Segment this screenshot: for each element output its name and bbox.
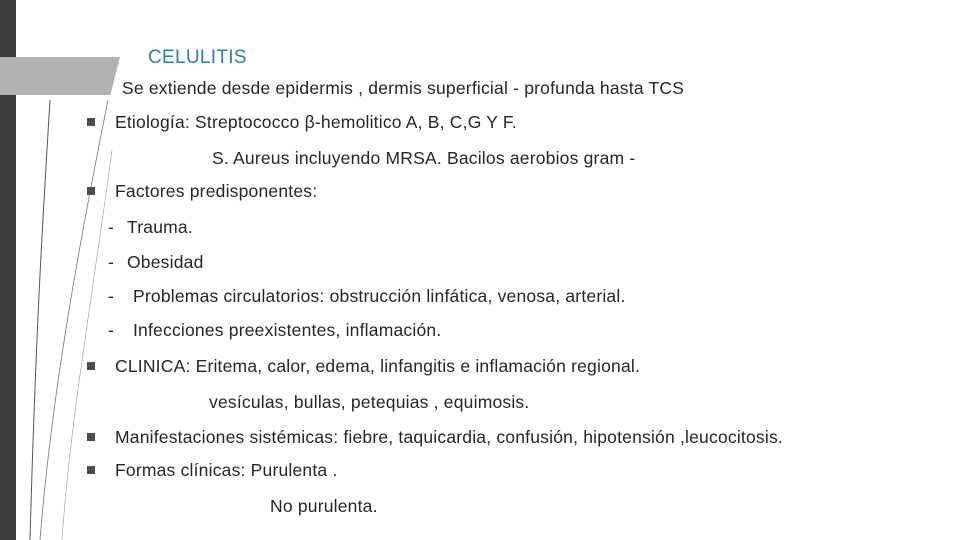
factor-item: Obesidad <box>127 252 204 272</box>
bullet-square-icon <box>87 466 95 474</box>
clinica-text: CLINICA: Eritema, calor, edema, linfangitis e inflamación regional. <box>115 356 641 376</box>
factor-dash: - <box>108 252 115 272</box>
etiologia-text: Etiología: Streptococco β-hemolitico A, B, C,G Y F. <box>115 112 517 132</box>
factor-item: Problemas circulatorios: obstrucción linfática, venosa, arterial. <box>133 286 626 306</box>
factor-dash: - <box>108 286 115 306</box>
bullet-square-icon <box>87 187 95 195</box>
decorative-lines <box>0 0 120 540</box>
etiologia-continuation: S. Aureus incluyendo MRSA. Bacilos aerobios gram - <box>212 148 636 168</box>
factores-text: Factores predisponentes: <box>115 181 318 201</box>
factor-item: Trauma. <box>127 217 193 237</box>
sistemicas-text: Manifestaciones sistémicas: fiebre, taquicardia, confusión, hipotensión ,leucocitosis. <box>115 427 783 447</box>
bullet-square-icon <box>87 433 95 441</box>
intro-text: Se extiende desde epidermis , dermis superficial - profunda hasta TCS <box>122 78 685 98</box>
slide-title: CELULITIS <box>148 47 247 68</box>
clinica-continuation: vesículas, bullas, petequias , equimosis. <box>209 392 530 412</box>
bullet-square-icon <box>87 362 95 370</box>
factor-item: Infecciones preexistentes, inflamación. <box>133 320 442 340</box>
formas-text: Formas clínicas: Purulenta . <box>115 460 338 480</box>
formas-continuation: No purulenta. <box>270 496 378 516</box>
factor-dash: - <box>108 217 115 237</box>
bullet-square-icon <box>87 118 95 126</box>
factor-dash: - <box>108 320 115 340</box>
